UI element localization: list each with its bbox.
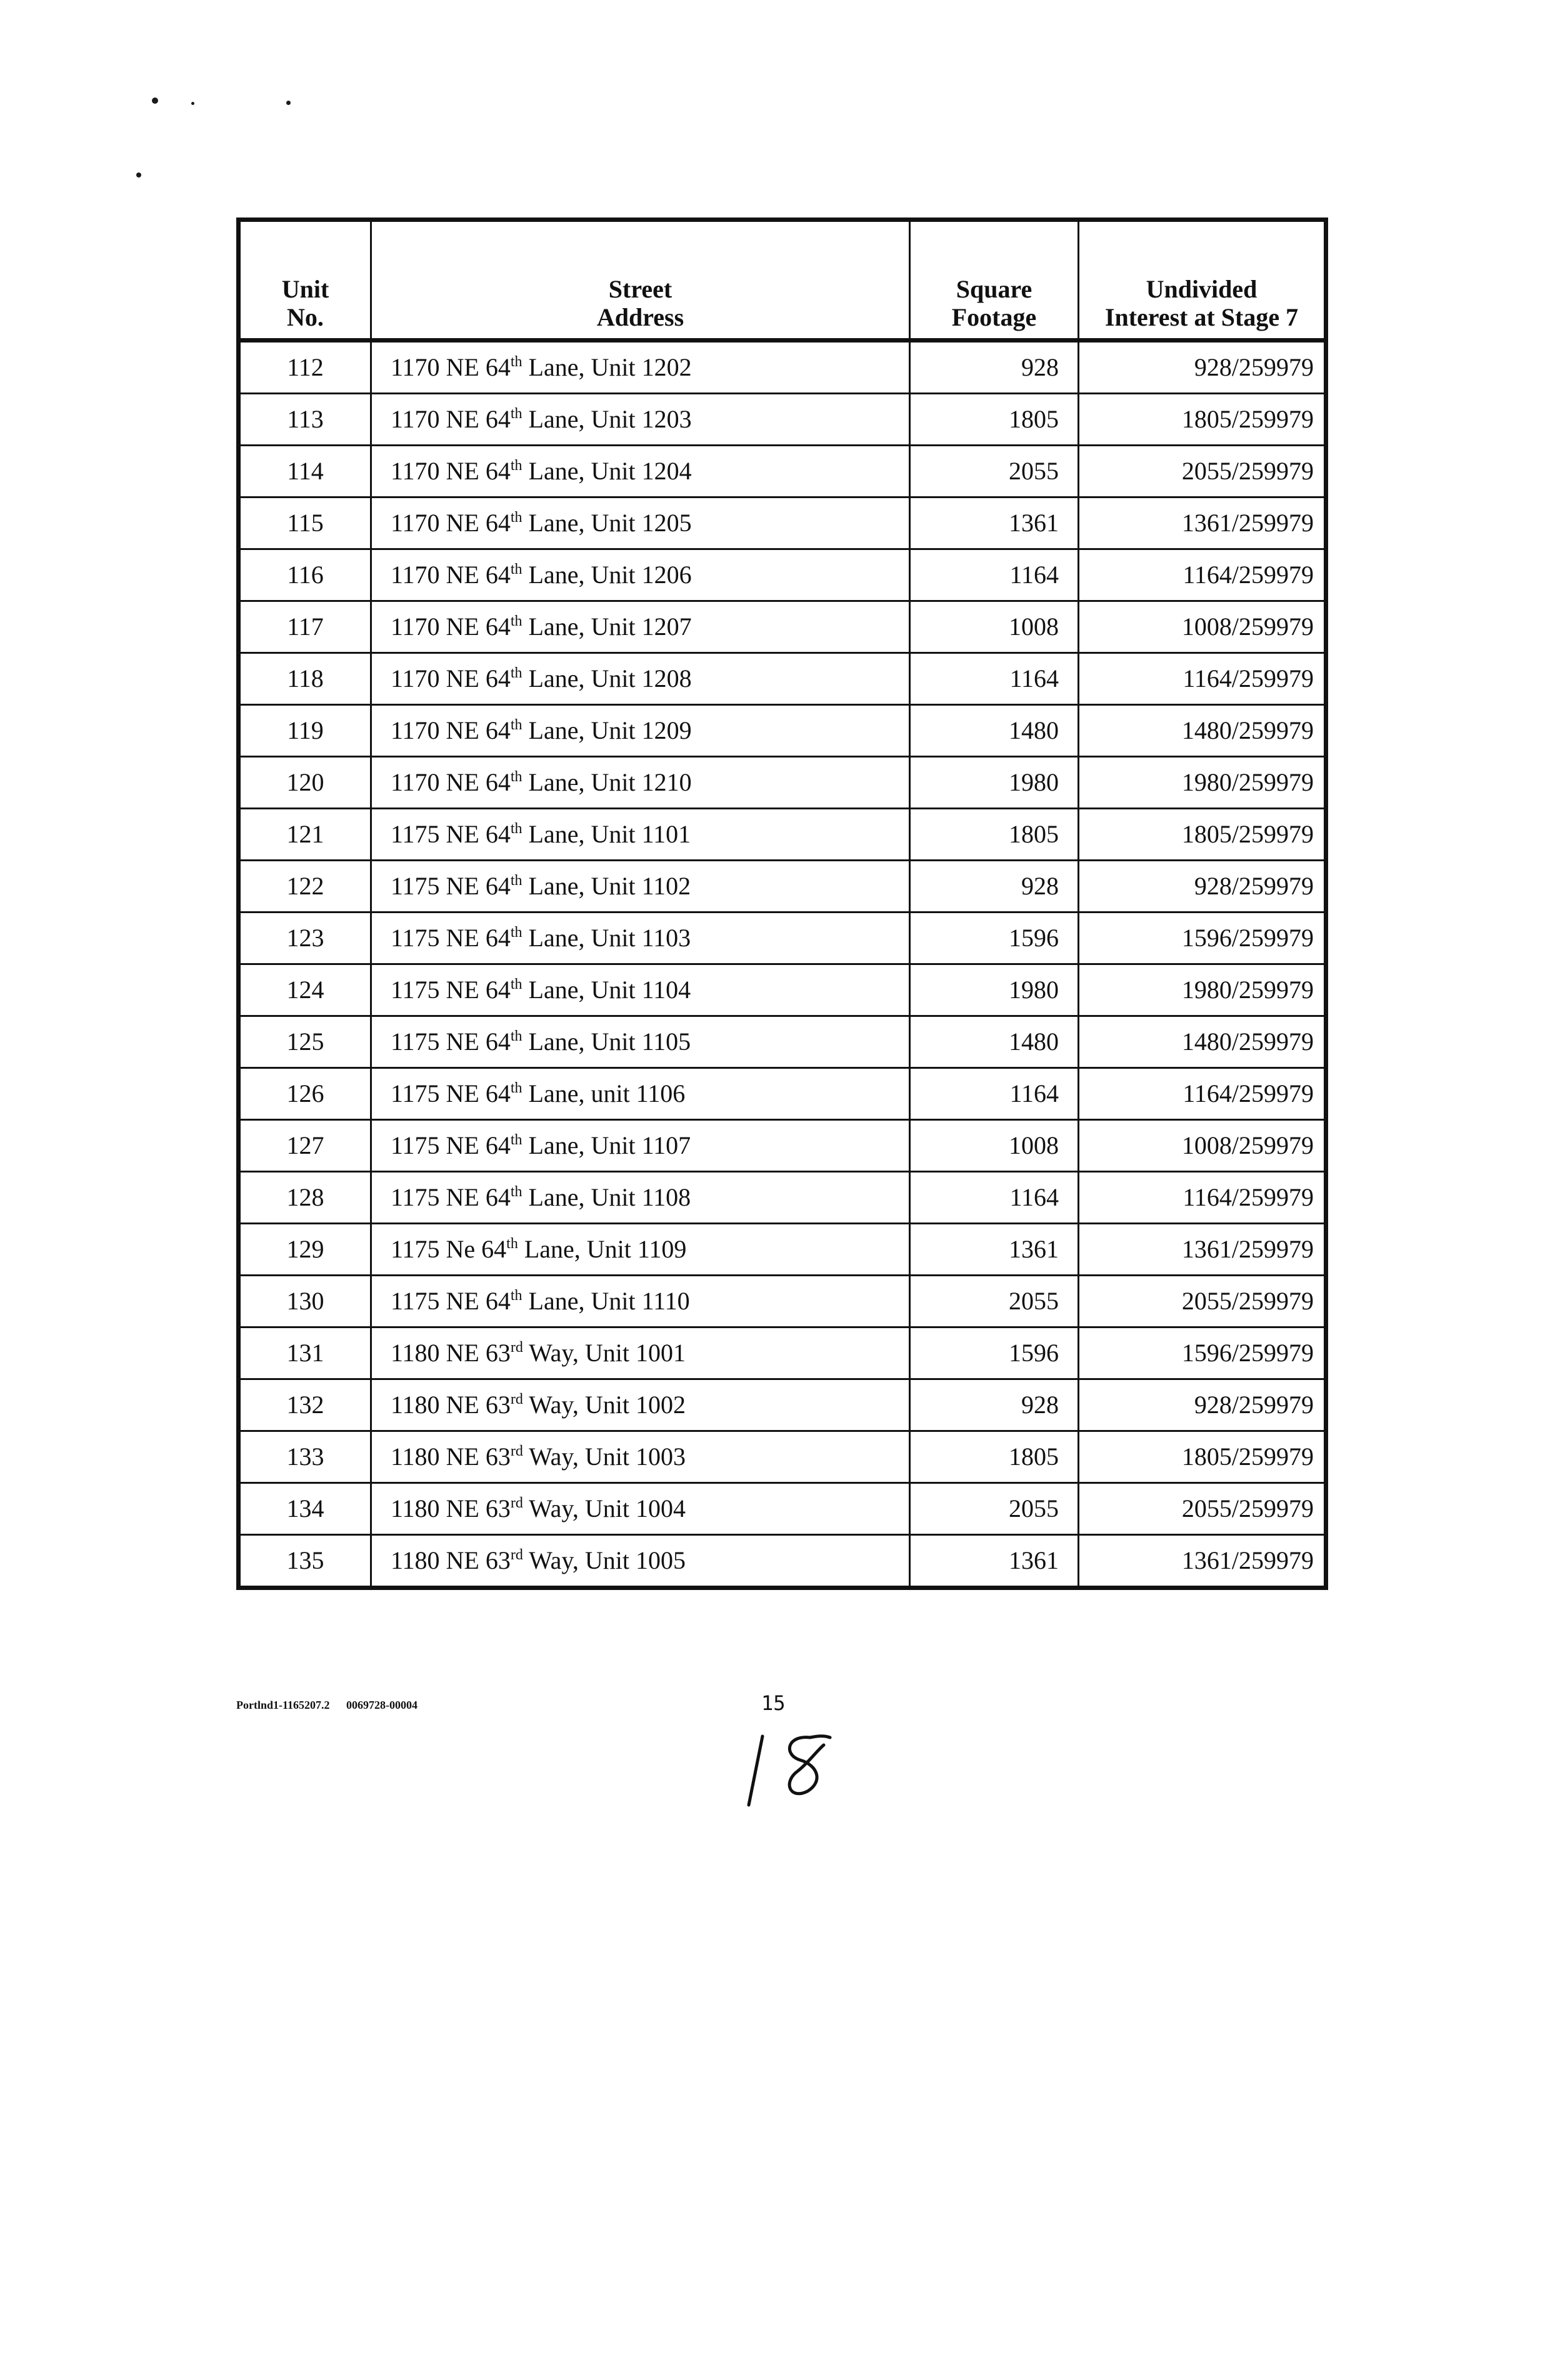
scan-mark bbox=[136, 172, 141, 178]
street-address-cell: 1175 NE 64th Lane, Unit 1102 bbox=[371, 861, 910, 912]
unit-number-cell: 133 bbox=[239, 1431, 371, 1483]
unit-number-cell: 126 bbox=[239, 1068, 371, 1120]
table-row bbox=[239, 1172, 1326, 1224]
scan-mark bbox=[152, 98, 158, 104]
table-row bbox=[239, 1379, 1326, 1431]
unit-number-cell: 121 bbox=[239, 809, 371, 861]
col-header-undivided-interest: Undivided Interest at Stage 7 bbox=[1079, 220, 1326, 341]
unit-number-cell: 122 bbox=[239, 861, 371, 912]
square-footage-cell: 1596 bbox=[910, 1328, 1079, 1379]
undivided-interest-cell: 1980/259979 bbox=[1079, 757, 1326, 809]
undivided-interest-cell: 2055/259979 bbox=[1079, 1276, 1326, 1328]
table-row bbox=[239, 394, 1326, 446]
table-row bbox=[239, 1120, 1326, 1172]
street-address-cell: 1175 Ne 64th Lane, Unit 1109 bbox=[371, 1224, 910, 1276]
street-address-cell: 1180 NE 63rd Way, Unit 1005 bbox=[371, 1535, 910, 1588]
undivided-interest-cell: 1805/259979 bbox=[1079, 1431, 1326, 1483]
square-footage-cell: 928 bbox=[910, 341, 1079, 394]
square-footage-cell: 1164 bbox=[910, 549, 1079, 601]
square-footage-cell: 1164 bbox=[910, 1172, 1079, 1224]
col-header-square-footage: Square Footage bbox=[910, 220, 1079, 341]
square-footage-cell: 1008 bbox=[910, 1120, 1079, 1172]
table-row bbox=[239, 964, 1326, 1016]
square-footage-cell: 1008 bbox=[910, 601, 1079, 653]
street-address-cell: 1170 NE 64th Lane, Unit 1204 bbox=[371, 446, 910, 498]
unit-number-cell: 128 bbox=[239, 1172, 371, 1224]
unit-number-cell: 130 bbox=[239, 1276, 371, 1328]
street-address-cell: 1175 NE 64th Lane, Unit 1110 bbox=[371, 1276, 910, 1328]
table-body bbox=[239, 341, 1326, 1588]
undivided-interest-cell: 1361/259979 bbox=[1079, 1224, 1326, 1276]
table-header-row bbox=[239, 220, 1326, 341]
unit-number-cell: 129 bbox=[239, 1224, 371, 1276]
street-address-cell: 1180 NE 63rd Way, Unit 1003 bbox=[371, 1431, 910, 1483]
unit-number-cell: 134 bbox=[239, 1483, 371, 1535]
square-footage-cell: 928 bbox=[910, 1379, 1079, 1431]
table-row bbox=[239, 912, 1326, 964]
undivided-interest-cell: 1164/259979 bbox=[1079, 1068, 1326, 1120]
unit-number-cell: 124 bbox=[239, 964, 371, 1016]
table-row bbox=[239, 653, 1326, 705]
undivided-interest-cell: 1361/259979 bbox=[1079, 498, 1326, 549]
street-address-cell: 1180 NE 63rd Way, Unit 1001 bbox=[371, 1328, 910, 1379]
square-footage-cell: 1361 bbox=[910, 1535, 1079, 1588]
unit-number-cell: 132 bbox=[239, 1379, 371, 1431]
table-row bbox=[239, 1328, 1326, 1379]
undivided-interest-cell: 2055/259979 bbox=[1079, 446, 1326, 498]
street-address-cell: 1175 NE 64th Lane, unit 1106 bbox=[371, 1068, 910, 1120]
square-footage-cell: 1361 bbox=[910, 1224, 1079, 1276]
unit-number-cell: 112 bbox=[239, 341, 371, 394]
square-footage-cell: 1480 bbox=[910, 1016, 1079, 1068]
table-row bbox=[239, 861, 1326, 912]
table-row bbox=[239, 1016, 1326, 1068]
unit-number-cell: 113 bbox=[239, 394, 371, 446]
street-address-cell: 1170 NE 64th Lane, Unit 1206 bbox=[371, 549, 910, 601]
unit-allocation-table bbox=[236, 218, 1328, 1590]
unit-number-cell: 116 bbox=[239, 549, 371, 601]
undivided-interest-cell: 928/259979 bbox=[1079, 861, 1326, 912]
square-footage-cell: 1805 bbox=[910, 1431, 1079, 1483]
street-address-cell: 1175 NE 64th Lane, Unit 1105 bbox=[371, 1016, 910, 1068]
table-row bbox=[239, 1535, 1326, 1588]
undivided-interest-cell: 928/259979 bbox=[1079, 1379, 1326, 1431]
table-row bbox=[239, 549, 1326, 601]
street-address-cell: 1170 NE 64th Lane, Unit 1209 bbox=[371, 705, 910, 757]
street-address-cell: 1170 NE 64th Lane, Unit 1210 bbox=[371, 757, 910, 809]
undivided-interest-cell: 1596/259979 bbox=[1079, 912, 1326, 964]
table-row bbox=[239, 705, 1326, 757]
unit-number-cell: 127 bbox=[239, 1120, 371, 1172]
undivided-interest-cell: 1805/259979 bbox=[1079, 394, 1326, 446]
square-footage-cell: 1480 bbox=[910, 705, 1079, 757]
unit-number-cell: 135 bbox=[239, 1535, 371, 1588]
undivided-interest-cell: 1008/259979 bbox=[1079, 1120, 1326, 1172]
unit-number-cell: 114 bbox=[239, 446, 371, 498]
street-address-cell: 1170 NE 64th Lane, Unit 1203 bbox=[371, 394, 910, 446]
table-row bbox=[239, 446, 1326, 498]
matter-id: 0069728-00004 bbox=[346, 1699, 418, 1711]
unit-number-cell: 120 bbox=[239, 757, 371, 809]
table-row bbox=[239, 1276, 1326, 1328]
table-row bbox=[239, 757, 1326, 809]
undivided-interest-cell: 1164/259979 bbox=[1079, 653, 1326, 705]
street-address-cell: 1170 NE 64th Lane, Unit 1205 bbox=[371, 498, 910, 549]
square-footage-cell: 2055 bbox=[910, 1483, 1079, 1535]
table-row bbox=[239, 1068, 1326, 1120]
doc-id: Portlnd1-1165207.2 bbox=[236, 1699, 330, 1711]
table-row bbox=[239, 601, 1326, 653]
unit-number-cell: 117 bbox=[239, 601, 371, 653]
col-header-unit-no: Unit No. bbox=[239, 220, 371, 341]
undivided-interest-cell: 1480/259979 bbox=[1079, 1016, 1326, 1068]
street-address-cell: 1175 NE 64th Lane, Unit 1107 bbox=[371, 1120, 910, 1172]
undivided-interest-cell: 1805/259979 bbox=[1079, 809, 1326, 861]
undivided-interest-cell: 1164/259979 bbox=[1079, 549, 1326, 601]
square-footage-cell: 1164 bbox=[910, 653, 1079, 705]
document-reference bbox=[236, 1699, 418, 1712]
square-footage-cell: 1164 bbox=[910, 1068, 1079, 1120]
table-row bbox=[239, 1431, 1326, 1483]
unit-number-cell: 115 bbox=[239, 498, 371, 549]
col-header-street-address: Street Address bbox=[371, 220, 910, 341]
street-address-cell: 1175 NE 64th Lane, Unit 1104 bbox=[371, 964, 910, 1016]
scan-mark bbox=[191, 102, 194, 105]
square-footage-cell: 1805 bbox=[910, 394, 1079, 446]
square-footage-cell: 1805 bbox=[910, 809, 1079, 861]
square-footage-cell: 1361 bbox=[910, 498, 1079, 549]
undivided-interest-cell: 1164/259979 bbox=[1079, 1172, 1326, 1224]
page-number: 15 bbox=[761, 1691, 786, 1715]
handwritten-page-number bbox=[730, 1730, 855, 1811]
table-row bbox=[239, 1224, 1326, 1276]
unit-number-cell: 131 bbox=[239, 1328, 371, 1379]
undivided-interest-cell: 1361/259979 bbox=[1079, 1535, 1326, 1588]
street-address-cell: 1170 NE 64th Lane, Unit 1208 bbox=[371, 653, 910, 705]
street-address-cell: 1175 NE 64th Lane, Unit 1103 bbox=[371, 912, 910, 964]
unit-number-cell: 125 bbox=[239, 1016, 371, 1068]
street-address-cell: 1170 NE 64th Lane, Unit 1202 bbox=[371, 341, 910, 394]
undivided-interest-cell: 2055/259979 bbox=[1079, 1483, 1326, 1535]
unit-number-cell: 119 bbox=[239, 705, 371, 757]
undivided-interest-cell: 1008/259979 bbox=[1079, 601, 1326, 653]
street-address-cell: 1180 NE 63rd Way, Unit 1004 bbox=[371, 1483, 910, 1535]
scan-mark bbox=[286, 101, 291, 105]
square-footage-cell: 2055 bbox=[910, 446, 1079, 498]
table-row bbox=[239, 1483, 1326, 1535]
undivided-interest-cell: 1980/259979 bbox=[1079, 964, 1326, 1016]
square-footage-cell: 1980 bbox=[910, 964, 1079, 1016]
square-footage-cell: 2055 bbox=[910, 1276, 1079, 1328]
square-footage-cell: 928 bbox=[910, 861, 1079, 912]
undivided-interest-cell: 1480/259979 bbox=[1079, 705, 1326, 757]
unit-number-cell: 123 bbox=[239, 912, 371, 964]
street-address-cell: 1180 NE 63rd Way, Unit 1002 bbox=[371, 1379, 910, 1431]
street-address-cell: 1175 NE 64th Lane, Unit 1101 bbox=[371, 809, 910, 861]
undivided-interest-cell: 1596/259979 bbox=[1079, 1328, 1326, 1379]
street-address-cell: 1175 NE 64th Lane, Unit 1108 bbox=[371, 1172, 910, 1224]
undivided-interest-cell: 928/259979 bbox=[1079, 341, 1326, 394]
table-row bbox=[239, 498, 1326, 549]
street-address-cell: 1170 NE 64th Lane, Unit 1207 bbox=[371, 601, 910, 653]
unit-number-cell: 118 bbox=[239, 653, 371, 705]
table-row bbox=[239, 809, 1326, 861]
square-footage-cell: 1596 bbox=[910, 912, 1079, 964]
table-row bbox=[239, 341, 1326, 394]
square-footage-cell: 1980 bbox=[910, 757, 1079, 809]
